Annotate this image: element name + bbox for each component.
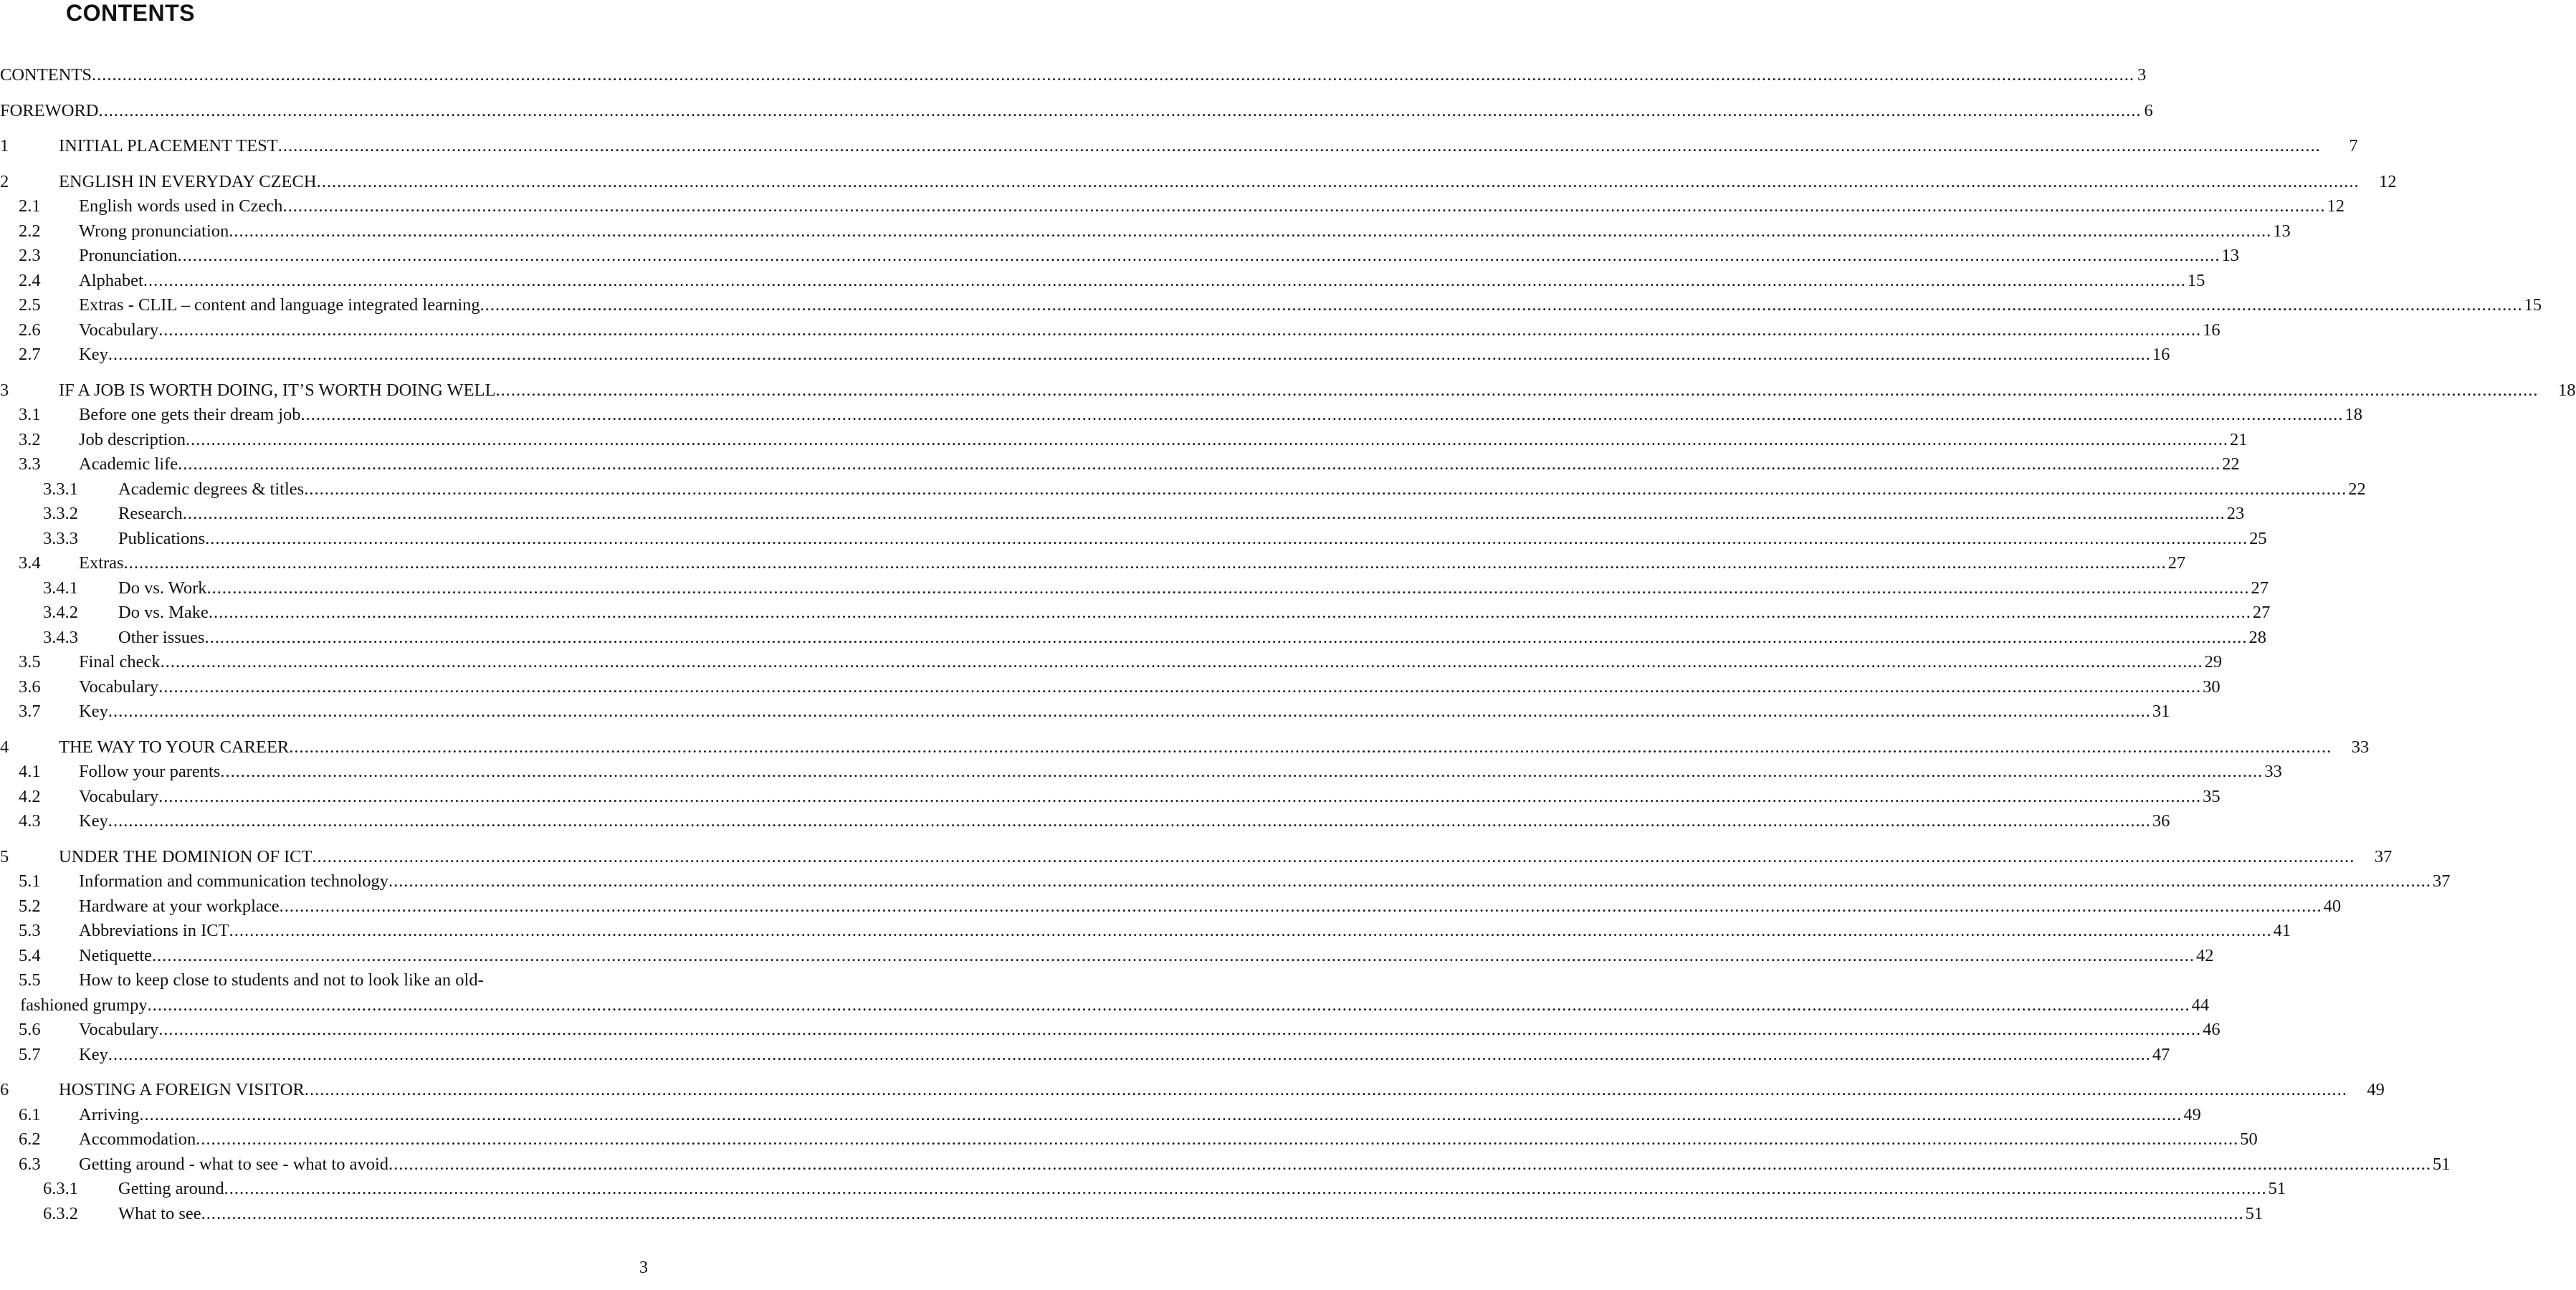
- dot-leader: ................................................................................................................................................................................................................................................................................................................................................................................................................: [143, 270, 2186, 290]
- dot-leader: ................................................................................................................................................................................................................................................................................................................................................................................................................: [289, 737, 2332, 757]
- toc-entry[interactable]: [0, 527, 2267, 552]
- dot-leader: ................................................................................................................................................................................................................................................................................................................................................................................................................: [147, 995, 2190, 1015]
- toc-entry-page: 27: [2251, 578, 2269, 598]
- toc-entry-number: 3.4.3: [43, 627, 78, 647]
- toc-entry-title: Alphabet: [79, 270, 143, 290]
- toc-entry[interactable]: [0, 1018, 2220, 1043]
- toc-entry-page: 40: [2323, 896, 2342, 916]
- toc-entry-title: Final check: [79, 652, 161, 672]
- toc-entry-title: FOREWORD: [0, 100, 99, 120]
- toc-entry-page: 33: [2351, 737, 2370, 757]
- toc-entry[interactable]: [0, 601, 2271, 626]
- toc-entry-title: English words used in Czech: [79, 196, 283, 216]
- toc-entry[interactable]: [0, 699, 2170, 725]
- toc-entry-page: 27: [2167, 553, 2186, 573]
- toc-entry-page: 50: [2240, 1129, 2258, 1149]
- toc-entry-title: Abbreviations in ICT: [79, 921, 229, 940]
- toc-entry-number: 3.3.2: [43, 504, 78, 523]
- toc-entry-title: Pronunciation: [79, 246, 178, 265]
- dot-leader: ................................................................................................................................................................................................................................................................................................................................................................................................................: [158, 786, 2202, 806]
- toc-entry-number: 2.1: [19, 196, 41, 216]
- page-title: CONTENTS: [66, 0, 195, 26]
- toc-entry-page: 13: [2273, 221, 2291, 241]
- dot-leader: ................................................................................................................................................................................................................................................................................................................................................................................................................: [152, 945, 2195, 965]
- toc-entry-page: 12: [2327, 196, 2344, 216]
- toc-entry-page: 35: [2203, 786, 2220, 806]
- toc-entry-page: 21: [2230, 429, 2248, 449]
- toc-entry-page: 42: [2196, 945, 2214, 965]
- toc-entry-title: Key: [79, 1044, 108, 1064]
- dot-leader: ................................................................................................................................................................................................................................................................................................................................................................................................................: [204, 627, 2248, 647]
- dot-leader: ................................................................................................................................................................................................................................................................................................................................................................................................................: [304, 479, 2347, 499]
- toc-entry-page: 16: [2152, 345, 2170, 364]
- toc-entry-title: Research: [118, 504, 183, 523]
- toc-entry-number: 3.1: [19, 405, 41, 424]
- toc-entry[interactable]: [0, 269, 2205, 294]
- dot-leader: ................................................................................................................................................................................................................................................................................................................................................................................................................: [279, 896, 2322, 916]
- toc-entry-number: 5.6: [19, 1020, 41, 1039]
- toc-entry[interactable]: [0, 170, 2397, 195]
- toc-entry-number: 3.6: [19, 677, 41, 697]
- toc-entry-page: 41: [2273, 921, 2291, 940]
- toc-entry-title: Follow your parents: [79, 762, 221, 781]
- dot-leader: ................................................................................................................................................................................................................................................................................................................................................................................................................: [206, 578, 2250, 598]
- toc-entry[interactable]: [0, 650, 2223, 675]
- dot-leader: ................................................................................................................................................................................................................................................................................................................................................................................................................: [220, 762, 2263, 781]
- toc-entry-title: Extras: [79, 553, 124, 573]
- toc-entry-number: 5.5: [19, 970, 41, 990]
- toc-entry-number: 2: [0, 171, 9, 191]
- toc-entry[interactable]: [0, 845, 2393, 870]
- toc-entry[interactable]: [0, 318, 2220, 343]
- toc-entry-page: 36: [2152, 811, 2170, 831]
- toc-entry-page: 51: [2268, 1179, 2286, 1198]
- toc-entry-page: 22: [2348, 479, 2366, 499]
- toc-entry[interactable]: [0, 944, 2214, 969]
- toc-entry-title: UNDER THE DOMINION OF ICT: [59, 846, 313, 866]
- toc-entry-title: Vocabulary: [79, 786, 159, 806]
- toc-entry-number: 5.7: [19, 1044, 41, 1064]
- toc-entry-number: 1: [0, 136, 9, 156]
- toc-entry-number: 3.4: [19, 553, 41, 573]
- toc-entry-number: 2.6: [19, 320, 41, 340]
- toc-entry-number: 3.3: [19, 454, 41, 474]
- toc-entry-title: Do vs. Make: [118, 603, 209, 622]
- dot-leader: ................................................................................................................................................................................................................................................................................................................................................................................................................: [91, 65, 2134, 85]
- dot-leader: ................................................................................................................................................................................................................................................................................................................................................................................................................: [186, 429, 2229, 449]
- toc-entry-number: 2.7: [19, 345, 41, 364]
- toc-entry-title: Accommodation: [79, 1129, 196, 1149]
- toc-entry-title: Extras - CLIL – content and language integrated learning: [79, 295, 480, 315]
- dot-leader: ................................................................................................................................................................................................................................................................................................................................................................................................................: [108, 702, 2151, 721]
- dot-leader: ................................................................................................................................................................................................................................................................................................................................................................................................................: [205, 528, 2248, 548]
- toc-entry[interactable]: [0, 576, 2269, 601]
- toc-entry[interactable]: [0, 378, 2576, 403]
- toc-entry-number: 6.3: [19, 1154, 41, 1174]
- dot-leader: ................................................................................................................................................................................................................................................................................................................................................................................................................: [160, 652, 2203, 672]
- toc-entry-page: 44: [2191, 995, 2210, 1015]
- dot-leader: ................................................................................................................................................................................................................................................................................................................................................................................................................: [123, 553, 2167, 573]
- toc-entry-title: Academic degrees & titles: [118, 479, 305, 499]
- toc-entry[interactable]: [0, 343, 2170, 368]
- dot-leader: ................................................................................................................................................................................................................................................................................................................................................................................................................: [98, 100, 2142, 120]
- toc-entry-page: 51: [2245, 1203, 2263, 1223]
- toc-entry-page: 13: [2221, 246, 2239, 265]
- dot-leader: ................................................................................................................................................................................................................................................................................................................................................................................................................: [178, 454, 2221, 474]
- toc-entry-number: 5.2: [19, 896, 41, 916]
- toc-entry[interactable]: [0, 428, 2248, 453]
- toc-entry-page: 12: [2379, 171, 2397, 191]
- dot-leader: ................................................................................................................................................................................................................................................................................................................................................................................................................: [158, 677, 2202, 697]
- toc-entry-title: Vocabulary: [79, 677, 159, 697]
- toc-entry-number: 2.5: [19, 295, 41, 315]
- toc-entry-title: Arriving: [79, 1104, 140, 1124]
- toc-entry-number: 5: [0, 846, 9, 866]
- toc-entry[interactable]: [0, 869, 2451, 894]
- toc-entry-page: 15: [2524, 295, 2542, 315]
- toc-entry-number: 6.3.1: [43, 1179, 78, 1198]
- toc-entry-title: What to see: [118, 1203, 201, 1223]
- toc-entry[interactable]: [0, 502, 2245, 527]
- toc-entry-number: 2.2: [19, 221, 41, 241]
- dot-leader: ................................................................................................................................................................................................................................................................................................................................................................................................................: [224, 1179, 2267, 1198]
- toc-entry-number: 3.5: [19, 652, 41, 672]
- toc-entry-number: 4.2: [19, 786, 41, 806]
- dot-leader: ................................................................................................................................................................................................................................................................................................................................................................................................................: [177, 246, 2220, 265]
- toc-entry-title: Key: [79, 345, 108, 364]
- toc-entry-number: 3: [0, 380, 9, 400]
- toc-entry-title: Key: [79, 702, 108, 721]
- dot-leader: ................................................................................................................................................................................................................................................................................................................................................................................................................: [108, 811, 2151, 831]
- dot-leader: ................................................................................................................................................................................................................................................................................................................................................................................................................: [229, 921, 2272, 940]
- toc-entry-page: 49: [2183, 1104, 2201, 1124]
- toc-entry-title: How to keep close to students and not to look like an old-: [79, 970, 484, 990]
- toc-entry-title: IF A JOB IS WORTH DOING, IT’S WORTH DOING WELL: [59, 380, 496, 400]
- toc-entry-title: Vocabulary: [79, 320, 159, 340]
- dot-leader: ................................................................................................................................................................................................................................................................................................................................................................................................................: [158, 320, 2202, 340]
- dot-leader: ................................................................................................................................................................................................................................................................................................................................................................................................................: [196, 1129, 2239, 1149]
- dot-leader: ................................................................................................................................................................................................................................................................................................................................................................................................................: [108, 345, 2151, 364]
- dot-leader: ................................................................................................................................................................................................................................................................................................................................................................................................................: [312, 846, 2355, 866]
- toc-entry-title: Before one gets their dream job: [79, 405, 301, 424]
- dot-leader: ................................................................................................................................................................................................................................................................................................................................................................................................................: [201, 1203, 2244, 1223]
- toc-entry-title: Getting around: [118, 1179, 224, 1198]
- toc-entry-page: 6: [2144, 100, 2153, 120]
- toc-entry-page: 18: [2344, 405, 2363, 424]
- toc-entry[interactable]: [0, 63, 2147, 88]
- toc-entry-page: 37: [2433, 871, 2451, 891]
- toc-entry-page: 25: [2249, 528, 2267, 548]
- toc-entry[interactable]: [0, 477, 2366, 502]
- toc-entry-number: 3.2: [19, 429, 41, 449]
- dot-leader: ................................................................................................................................................................................................................................................................................................................................................................................................................: [495, 380, 2539, 400]
- toc-entry-page: 27: [2252, 603, 2271, 622]
- toc-entry[interactable]: [0, 1103, 2201, 1128]
- dot-leader: ................................................................................................................................................................................................................................................................................................................................................................................................................: [388, 1154, 2432, 1174]
- toc-entry-number: 6.1: [19, 1104, 41, 1124]
- toc-entry-title: Academic life: [79, 454, 178, 474]
- toc-entry[interactable]: [0, 1078, 2385, 1103]
- toc-entry[interactable]: [0, 1177, 2286, 1202]
- toc-entry[interactable]: [0, 452, 2240, 477]
- dot-leader: ................................................................................................................................................................................................................................................................................................................................................................................................................: [229, 221, 2272, 241]
- toc-entry-title: CONTENTS: [0, 65, 92, 85]
- toc-entry-number: 2.3: [19, 246, 41, 265]
- toc-entry-page: 28: [2248, 627, 2266, 647]
- toc-entry[interactable]: [0, 626, 2266, 651]
- toc-entry[interactable]: [0, 894, 2342, 919]
- toc-entry[interactable]: [0, 551, 2186, 576]
- toc-entry-title: ENGLISH IN EVERYDAY CZECH: [59, 171, 317, 191]
- toc-entry-title: Wrong pronunciation: [79, 221, 229, 241]
- toc-entry[interactable]: [0, 785, 2220, 810]
- dot-leader: ................................................................................................................................................................................................................................................................................................................................................................................................................: [158, 1020, 2202, 1039]
- toc-entry-page: 37: [2374, 846, 2393, 866]
- toc-entry-page: 16: [2203, 320, 2220, 340]
- toc-entry[interactable]: [0, 1127, 2258, 1152]
- toc-entry-page: 30: [2203, 677, 2220, 697]
- toc-entry-number: 4: [0, 737, 9, 757]
- toc-entry[interactable]: [0, 968, 2210, 1018]
- toc-entry-title: Hardware at your workplace: [79, 896, 280, 916]
- toc-entry-page: 33: [2264, 762, 2282, 781]
- toc-entry-number: 4.1: [19, 762, 41, 781]
- dot-leader: ................................................................................................................................................................................................................................................................................................................................................................................................................: [388, 871, 2432, 891]
- toc-entry-page: 51: [2433, 1154, 2451, 1174]
- dot-leader: ................................................................................................................................................................................................................................................................................................................................................................................................................: [139, 1104, 2183, 1124]
- toc-entry-title: Vocabulary: [79, 1020, 159, 1039]
- toc-entry[interactable]: [0, 194, 2344, 219]
- table-of-contents: [0, 63, 2576, 1226]
- toc-entry-page: 46: [2203, 1020, 2220, 1039]
- toc-entry-title: Other issues: [118, 627, 205, 647]
- toc-entry[interactable]: [0, 293, 2542, 318]
- toc-entry-number: 4.3: [19, 811, 41, 831]
- toc-entry-title: Job description: [79, 429, 186, 449]
- toc-entry[interactable]: [0, 735, 2370, 760]
- dot-leader: ................................................................................................................................................................................................................................................................................................................................................................................................................: [316, 171, 2360, 191]
- toc-entry-page: 15: [2187, 270, 2205, 290]
- dot-leader: ................................................................................................................................................................................................................................................................................................................................................................................................................: [108, 1044, 2151, 1064]
- toc-entry-title: Key: [79, 811, 108, 831]
- dot-leader: ................................................................................................................................................................................................................................................................................................................................................................................................................: [208, 603, 2251, 622]
- toc-entry-number: 3.4.1: [43, 578, 78, 598]
- toc-entry-number: 2.4: [19, 270, 41, 290]
- toc-entry-page: 31: [2152, 702, 2170, 721]
- toc-entry-title: Do vs. Work: [118, 578, 207, 598]
- toc-entry[interactable]: [0, 134, 2358, 159]
- toc-entry-page: 47: [2152, 1044, 2170, 1064]
- toc-entry-page: 18: [2558, 380, 2576, 400]
- toc-entry-number: 6.2: [19, 1129, 41, 1149]
- toc-entry-number: 3.3.3: [43, 528, 78, 548]
- toc-entry[interactable]: [0, 675, 2220, 700]
- dot-leader: ................................................................................................................................................................................................................................................................................................................................................................................................................: [277, 136, 2321, 156]
- dot-leader: ................................................................................................................................................................................................................................................................................................................................................................................................................: [304, 1080, 2347, 1099]
- toc-entry-title: INITIAL PLACEMENT TEST: [59, 136, 278, 156]
- toc-entry-number: 5.4: [19, 945, 41, 965]
- toc-entry[interactable]: [0, 1043, 2170, 1068]
- dot-leader: ................................................................................................................................................................................................................................................................................................................................................................................................................: [300, 405, 2344, 424]
- toc-entry-page: 29: [2204, 652, 2223, 672]
- toc-entry-number: 3.3.1: [43, 479, 78, 499]
- toc-entry-page: 49: [2367, 1080, 2385, 1099]
- toc-entry-title: Publications: [118, 528, 206, 548]
- toc-entry[interactable]: [0, 1152, 2451, 1177]
- dot-leader: ................................................................................................................................................................................................................................................................................................................................................................................................................: [282, 196, 2326, 216]
- toc-entry-number: 6.3.2: [43, 1203, 78, 1223]
- toc-entry-number: 6: [0, 1080, 9, 1099]
- toc-entry[interactable]: [0, 1202, 2263, 1227]
- toc-entry-page: 7: [2349, 136, 2358, 156]
- toc-entry-title: Information and communication technology: [79, 871, 389, 891]
- toc-entry-title: HOSTING A FOREIGN VISITOR: [59, 1080, 305, 1099]
- toc-entry-title: Getting around - what to see - what to avoid: [79, 1154, 389, 1174]
- dot-leader: ................................................................................................................................................................................................................................................................................................................................................................................................................: [182, 504, 2226, 523]
- toc-entry-page: 23: [2226, 504, 2245, 523]
- toc-entry-number: 5.3: [19, 921, 41, 940]
- toc-entry[interactable]: [0, 760, 2282, 785]
- toc-entry-page: 3: [2137, 65, 2147, 85]
- toc-entry[interactable]: [0, 219, 2291, 244]
- toc-entry-title-continued: fashioned grumpy: [20, 995, 148, 1015]
- toc-entry[interactable]: [0, 244, 2239, 269]
- dot-leader: ................................................................................................................................................................................................................................................................................................................................................................................................................: [480, 295, 2523, 315]
- toc-entry-page: 22: [2222, 454, 2240, 474]
- toc-entry[interactable]: [0, 403, 2363, 428]
- toc-entry-number: 3.4.2: [43, 603, 78, 622]
- toc-entry-title: Netiquette: [79, 945, 153, 965]
- toc-entry-number: 3.7: [19, 702, 41, 721]
- toc-entry-number: 5.1: [19, 871, 41, 891]
- toc-entry[interactable]: [0, 99, 2153, 124]
- page-number: 3: [639, 1258, 648, 1277]
- toc-entry-title: THE WAY TO YOUR CAREER: [59, 737, 290, 757]
- toc-entry[interactable]: [0, 919, 2291, 944]
- toc-entry[interactable]: [0, 809, 2170, 834]
